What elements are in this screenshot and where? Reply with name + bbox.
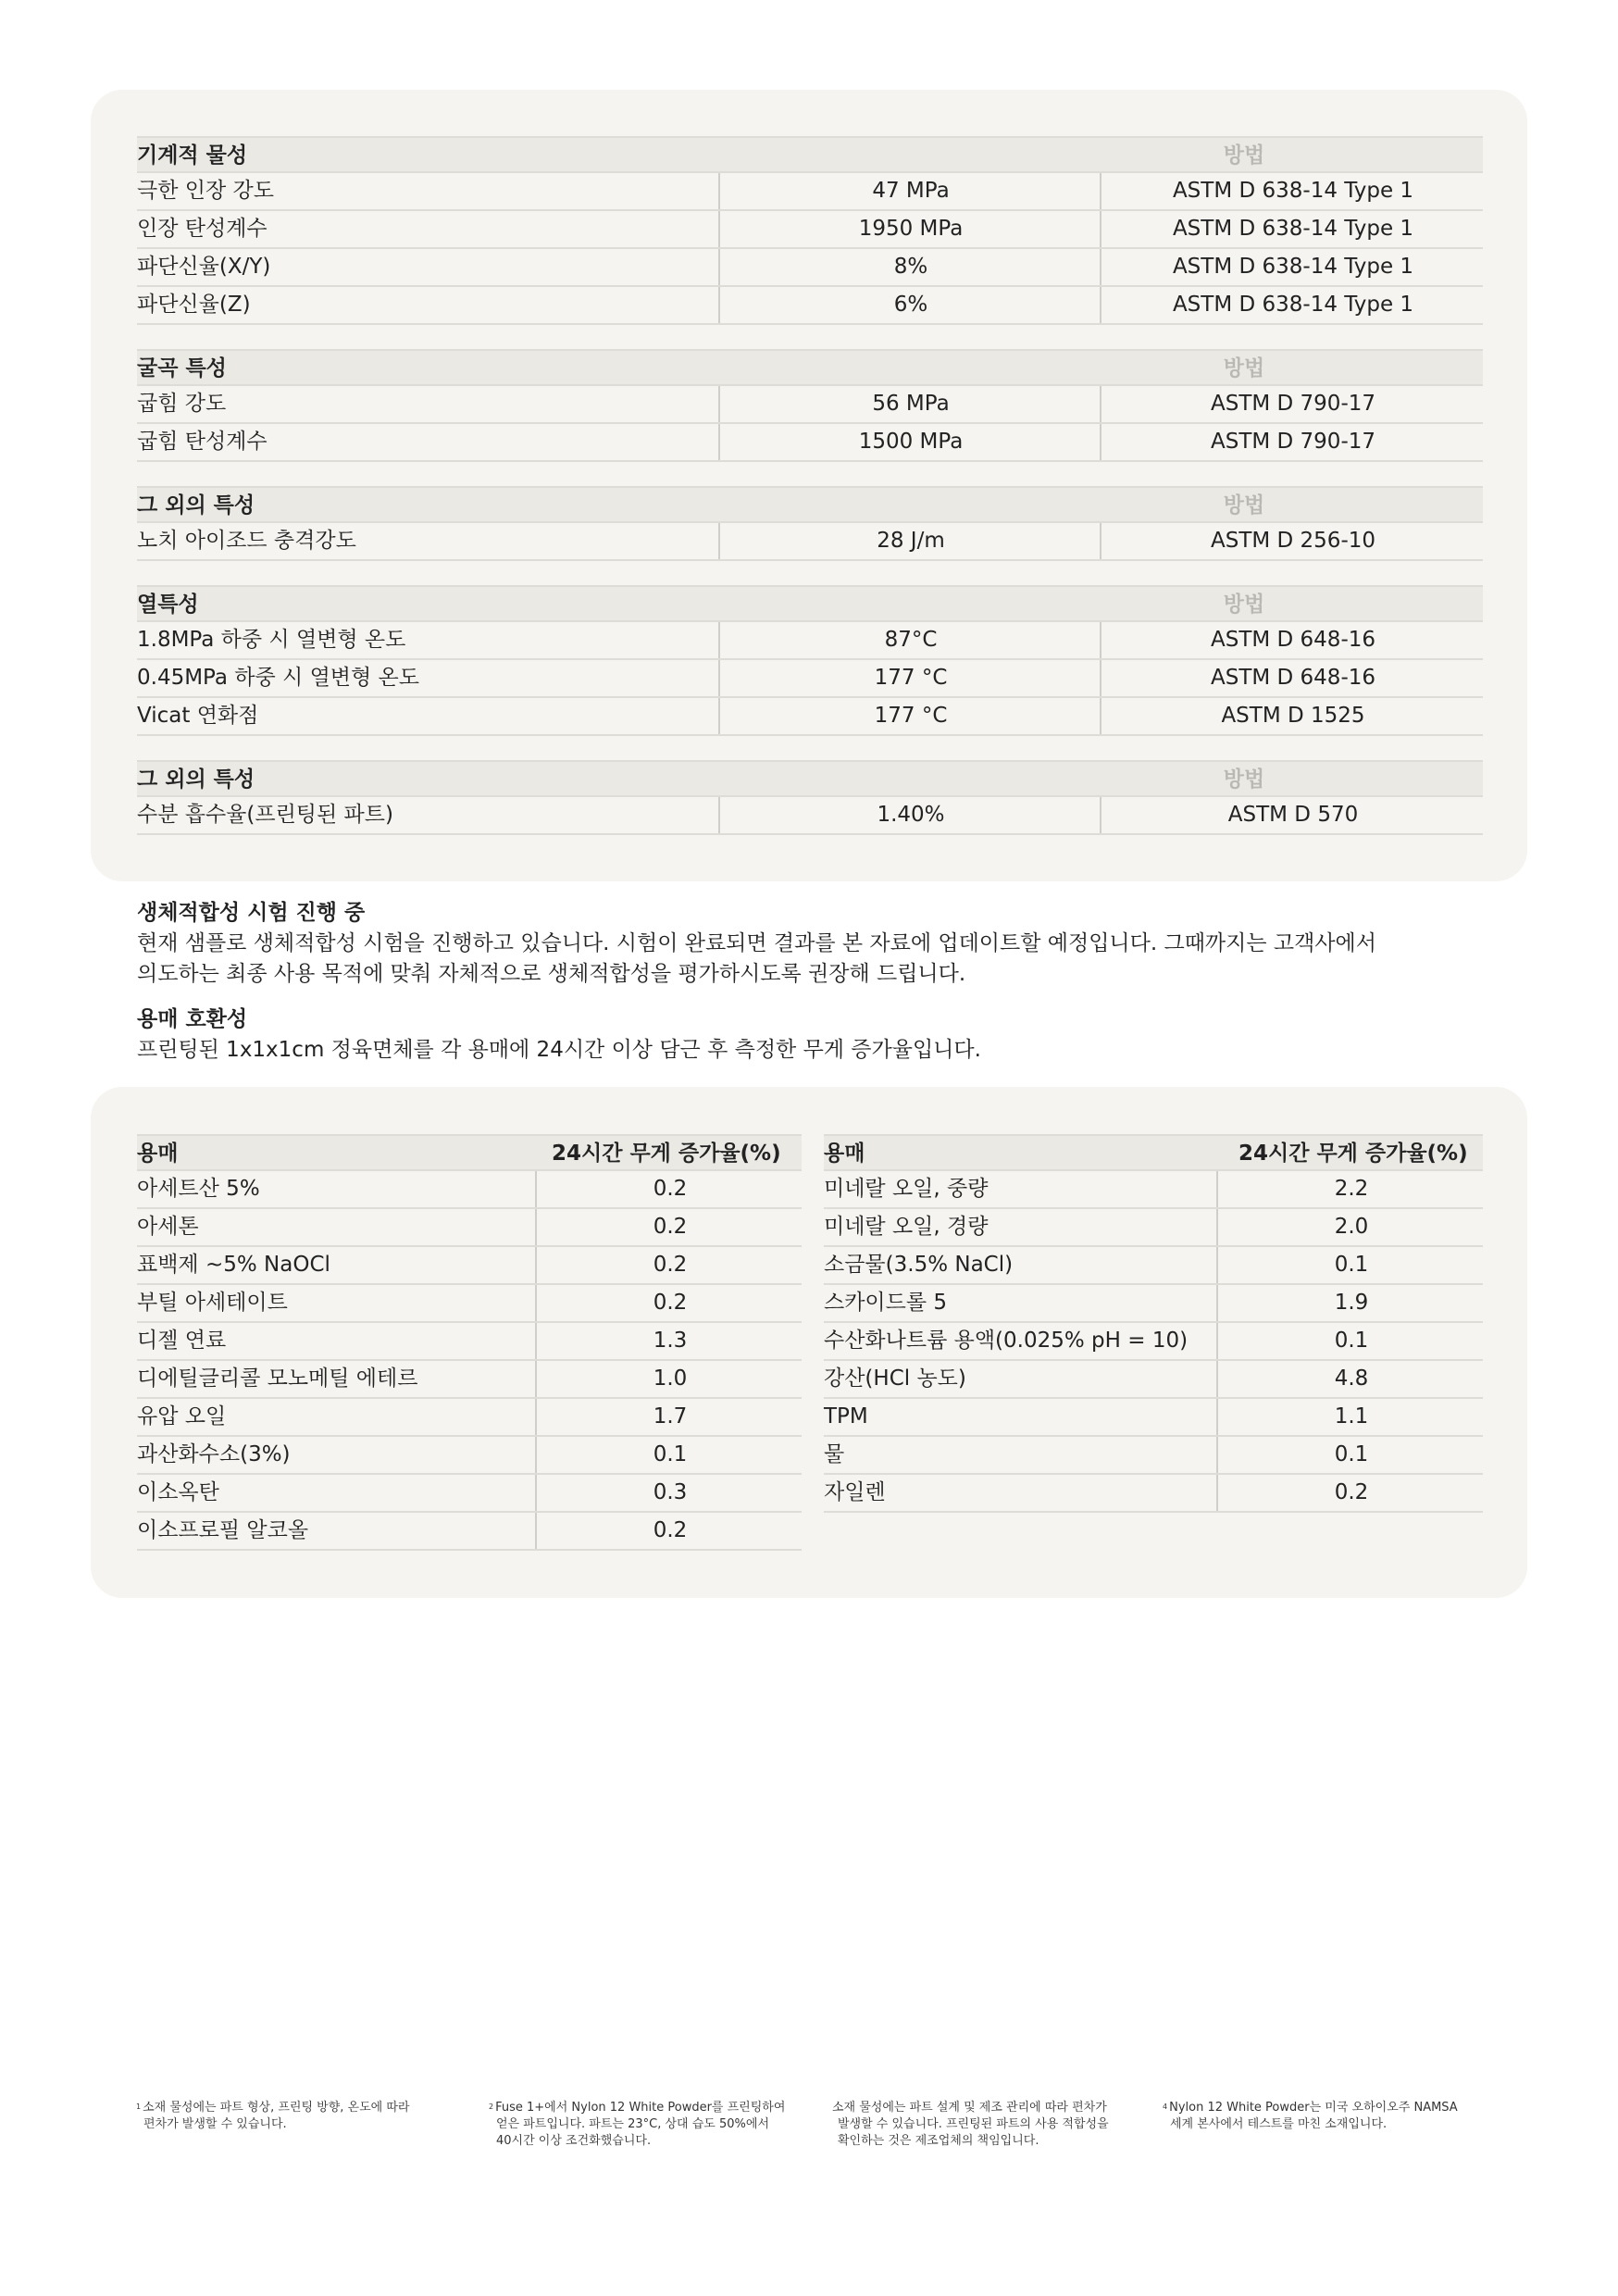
table-row	[137, 249, 1483, 287]
property-method: ASTM D 648-16	[1100, 622, 1485, 658]
footnote-text: 소재 물성에는 파트 형상, 프린팅 방향, 온도에 따라	[143, 2101, 410, 2115]
weight-gain-value: 0.1	[1216, 1323, 1485, 1359]
table-row	[137, 173, 1483, 211]
property-value: 1950 MPa	[718, 211, 1101, 247]
weight-gain-value: 2.2	[1216, 1171, 1485, 1207]
solvent-name: 스카이드롤 5	[824, 1291, 948, 1315]
property-label: Vicat 연화점	[137, 704, 259, 728]
solvent-description: 프린팅된 1x1x1cm 정육면체를 각 용매에 24시간 이상 담근 후 측정한 무게 증가율입니다.	[137, 1038, 981, 1062]
weight-gain-value: 4.8	[1216, 1361, 1485, 1397]
property-label: 파단신율(X/Y)	[137, 255, 271, 279]
solvent-name: 부틸 아세테이트	[137, 1291, 288, 1315]
table-row	[137, 1171, 802, 1209]
table-row	[137, 287, 1483, 325]
table-row	[137, 698, 1483, 736]
property-label: 노치 아이조드 충격강도	[137, 529, 356, 553]
property-method: ASTM D 638-14 Type 1	[1100, 249, 1485, 285]
property-label: 굽힘 강도	[137, 392, 227, 416]
property-value: 177 °C	[718, 698, 1101, 734]
section-title: 그 외의 특성	[137, 493, 255, 518]
property-method: ASTM D 638-14 Type 1	[1100, 287, 1485, 323]
solvent-name: 디에틸글리콜 모노메틸 에테르	[137, 1366, 418, 1391]
table-row	[137, 386, 1483, 424]
solvent-name: 표백제 ~5% NaOCl	[137, 1253, 330, 1277]
weight-gain-column-header: 24시간 무게 증가율(%)	[1238, 1142, 1468, 1166]
property-value: 1500 MPa	[718, 424, 1101, 460]
section-title: 기계적 물성	[137, 144, 248, 168]
method-header: 방법	[1223, 493, 1265, 518]
mechanical-properties-table	[137, 136, 1483, 325]
property-method: ASTM D 638-14 Type 1	[1100, 211, 1485, 247]
solvent-name: 강산(HCl 농도)	[824, 1366, 966, 1391]
property-value: 47 MPa	[718, 173, 1101, 209]
method-header: 방법	[1223, 593, 1265, 617]
footnote-1	[136, 2100, 409, 2133]
property-label: 수분 흡수율(프린팅된 파트)	[137, 803, 393, 827]
weight-gain-value: 0.3	[535, 1475, 803, 1511]
weight-gain-value: 0.1	[1216, 1247, 1485, 1283]
property-value: 87°C	[718, 622, 1101, 658]
weight-gain-value: 2.0	[1216, 1209, 1485, 1245]
table-row	[137, 1285, 802, 1323]
footnote-mark: 4	[1163, 2103, 1168, 2111]
weight-gain-value: 0.2	[535, 1209, 803, 1245]
table-row	[137, 1399, 802, 1437]
property-label: 굽힘 탄성계수	[137, 430, 268, 454]
biocompat-title: 생체적합성 시험 진행 중	[137, 901, 366, 925]
property-method: ASTM D 638-14 Type 1	[1100, 173, 1485, 209]
footnote-text: 확인하는 것은 제조업체의 책임입니다.	[838, 2134, 1039, 2148]
solvent-name: 수산화나트륨 용액(0.025% pH = 10)	[824, 1329, 1189, 1353]
section-header	[137, 349, 1483, 386]
section-header	[137, 760, 1483, 797]
table-row	[137, 1475, 802, 1513]
footnote-text: 발생할 수 있습니다. 프린팅된 파트의 사용 적합성을	[838, 2117, 1109, 2131]
weight-gain-value: 1.7	[535, 1399, 803, 1435]
solvent-name: 디젤 연료	[137, 1329, 227, 1353]
property-label: 0.45MPa 하중 시 열변형 온도	[137, 666, 419, 690]
property-value: 8%	[718, 249, 1101, 285]
solvent-table-right	[824, 1134, 1483, 1513]
weight-gain-column-header: 24시간 무게 증가율(%)	[552, 1142, 781, 1166]
method-header: 방법	[1223, 144, 1265, 168]
thermal-properties-table	[137, 585, 1483, 736]
footnote-text: Nylon 12 White Powder는 미국 오하이오주 NAMSA	[1169, 2101, 1458, 2115]
footnote-text: 편차가 발생할 수 있습니다.	[143, 2117, 287, 2131]
table-row	[137, 660, 1483, 698]
footnote-mark: 2	[489, 2103, 494, 2111]
solvent-name: 미네랄 오일, 중량	[824, 1177, 989, 1201]
solvent-name: 유압 오일	[137, 1404, 227, 1429]
table-row	[824, 1247, 1483, 1285]
section-title: 그 외의 특성	[137, 767, 255, 792]
section-header	[137, 486, 1483, 523]
property-method: ASTM D 570	[1100, 797, 1485, 833]
table-row	[137, 1247, 802, 1285]
table-row	[824, 1323, 1483, 1361]
solvent-name: 미네랄 오일, 경량	[824, 1215, 989, 1239]
footnote-text: 세계 본사에서 테스트를 마친 소재입니다.	[1170, 2117, 1388, 2131]
table-row	[824, 1475, 1483, 1513]
footnote-text: Fuse 1+에서 Nylon 12 White Powder를 프린팅하여	[495, 2101, 786, 2115]
footnote-3	[830, 2100, 1109, 2150]
solvent-name: 이소옥탄	[137, 1480, 219, 1504]
section-header	[137, 136, 1483, 173]
table-row	[824, 1399, 1483, 1437]
solvent-column-header: 용매	[137, 1142, 179, 1166]
weight-gain-value: 0.1	[1216, 1437, 1485, 1473]
weight-gain-value: 0.2	[1216, 1475, 1485, 1511]
property-value: 56 MPa	[718, 386, 1101, 422]
weight-gain-value: 0.2	[535, 1285, 803, 1321]
table-row	[137, 424, 1483, 462]
property-value: 6%	[718, 287, 1101, 323]
table-row	[824, 1437, 1483, 1475]
property-method: ASTM D 1525	[1100, 698, 1485, 734]
table-row	[137, 1437, 802, 1475]
section-title: 굴곡 특성	[137, 356, 227, 381]
solvent-name: 물	[824, 1442, 845, 1466]
table-row	[824, 1285, 1483, 1323]
solvent-name: 아세톤	[137, 1215, 199, 1239]
solvent-name: 소금물(3.5% NaCl)	[824, 1253, 1014, 1277]
table-row	[137, 1513, 802, 1551]
property-method: ASTM D 790-17	[1100, 386, 1485, 422]
weight-gain-value: 1.1	[1216, 1399, 1485, 1435]
section-header	[137, 1134, 802, 1171]
weight-gain-value: 1.3	[535, 1323, 803, 1359]
property-method: ASTM D 648-16	[1100, 660, 1485, 696]
footnote-4	[1163, 2100, 1458, 2133]
table-row	[137, 622, 1483, 660]
footnote-2	[489, 2100, 785, 2150]
solvent-name: 자일렌	[824, 1480, 886, 1504]
table-row	[824, 1361, 1483, 1399]
table-row	[824, 1209, 1483, 1247]
table-row	[137, 1361, 802, 1399]
table-row	[137, 1323, 802, 1361]
table-row	[137, 1209, 802, 1247]
weight-gain-value: 0.1	[535, 1437, 803, 1473]
footnote-mark: 1	[136, 2103, 142, 2111]
weight-gain-value: 0.2	[535, 1247, 803, 1283]
solvent-name: 과산화수소(3%)	[137, 1442, 291, 1466]
method-header: 방법	[1223, 767, 1265, 792]
footnote-text: 40시간 이상 조건화했습니다.	[496, 2134, 652, 2148]
flexural-properties-table	[137, 349, 1483, 462]
property-label: 인장 탄성계수	[137, 217, 268, 241]
solvent-column-header: 용매	[824, 1142, 865, 1166]
property-value: 177 °C	[718, 660, 1101, 696]
weight-gain-value: 1.9	[1216, 1285, 1485, 1321]
weight-gain-value: 0.2	[535, 1171, 803, 1207]
weight-gain-value: 1.0	[535, 1361, 803, 1397]
footnote-text: 얻은 파트입니다. 파트는 23°C, 상대 습도 50%에서	[496, 2117, 770, 2131]
footnote-text: 소재 물성에는 파트 설계 및 제조 관리에 따라 편차가	[832, 2101, 1107, 2115]
property-method: ASTM D 790-17	[1100, 424, 1485, 460]
property-label: 극한 인장 강도	[137, 179, 274, 203]
method-header: 방법	[1223, 356, 1265, 381]
table-row	[137, 523, 1483, 561]
solvent-name: 이소프로필 알코올	[137, 1518, 309, 1542]
biocompat-text-line1: 현재 샘플로 생체적합성 시험을 진행하고 있습니다. 시험이 완료되면 결과를 본 자료에 업데이트할 예정입니다. 그때까지는 고객사에서	[137, 931, 1376, 955]
solvent-name: TPM	[824, 1404, 868, 1429]
table-row	[824, 1171, 1483, 1209]
solvent-name: 아세트산 5%	[137, 1177, 260, 1201]
weight-gain-value: 0.2	[535, 1513, 803, 1549]
property-value: 28 J/m	[718, 523, 1101, 559]
property-value: 1.40%	[718, 797, 1101, 833]
section-header	[824, 1134, 1483, 1171]
moisture-properties-table	[137, 760, 1483, 835]
biocompat-text-line2: 의도하는 최종 사용 목적에 맞춰 자체적으로 생체적합성을 평가하시도록 권장해 드립니다.	[137, 962, 966, 986]
section-header	[137, 585, 1483, 622]
solvent-title: 용매 호환성	[137, 1007, 248, 1031]
solvent-table-left	[137, 1134, 802, 1551]
other-properties-table	[137, 486, 1483, 561]
section-title: 열특성	[137, 593, 199, 617]
table-row	[137, 797, 1483, 835]
property-label: 1.8MPa 하중 시 열변형 온도	[137, 628, 406, 652]
table-row	[137, 211, 1483, 249]
property-method: ASTM D 256-10	[1100, 523, 1485, 559]
property-label: 파단신율(Z)	[137, 293, 251, 317]
